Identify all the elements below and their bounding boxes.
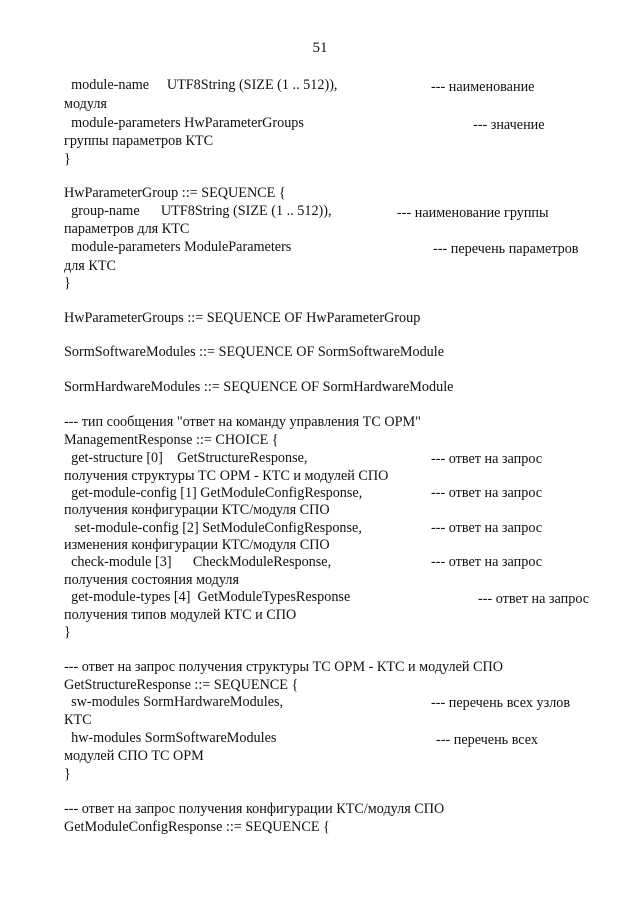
text-line: --- ответ на запрос <box>431 451 543 467</box>
text-line: } <box>64 151 71 167</box>
text-line: set-module-config [2] SetModuleConfigResponse, <box>64 520 362 536</box>
text-line: --- ответ на запрос <box>431 554 543 570</box>
text-line: модуля <box>64 96 107 112</box>
text-line: ManagementResponse ::= CHOICE { <box>64 432 279 448</box>
text-line: module-name UTF8String (SIZE (1 .. 512)), <box>64 77 338 93</box>
text-line: КТС <box>64 712 92 728</box>
text-line: HwParameterGroup ::= SEQUENCE { <box>64 185 286 201</box>
text-line: HwParameterGroups ::= SEQUENCE OF HwParameterGroup <box>64 310 421 326</box>
text-line: изменения конфигурации КТС/модуля СПО <box>64 537 330 553</box>
text-line: модулей СПО ТС ОРМ <box>64 748 204 764</box>
text-line: --- перечень всех <box>436 732 538 748</box>
text-line: --- ответ на запрос получения структуры ТС ОРМ - КТС и модулей СПО <box>64 659 503 675</box>
text-line: --- наименование группы <box>397 205 549 221</box>
text-line: --- ответ на запрос <box>478 591 590 607</box>
page-number: 51 <box>312 40 328 56</box>
text-line: module-parameters HwParameterGroups <box>64 115 304 131</box>
text-line: получения структуры ТС ОРМ - КТС и модулей СПО <box>64 468 389 484</box>
text-line: --- тип сообщения "ответ на команду управления ТС ОРМ" <box>64 414 421 430</box>
text-line: hw-modules SormSoftwareModules <box>64 730 277 746</box>
text-line: --- ответ на запрос <box>431 485 543 501</box>
text-line: --- наименование <box>431 79 535 95</box>
text-line: --- ответ на запрос <box>431 520 543 536</box>
text-line: SormHardwareModules ::= SEQUENCE OF SormHardwareModule <box>64 379 454 395</box>
text-line: sw-modules SormHardwareModules, <box>64 694 284 710</box>
text-line: --- ответ на запрос получения конфигурации КТС/модуля СПО <box>64 801 445 817</box>
text-line: SormSoftwareModules ::= SEQUENCE OF SormSoftwareModule <box>64 344 445 360</box>
text-line: параметров для КТС <box>64 221 190 237</box>
text-line: } <box>64 766 71 782</box>
text-line: get-structure [0] GetStructureResponse, <box>64 450 308 466</box>
text-line: --- перечень параметров <box>433 241 579 257</box>
text-line: группы параметров КТС <box>64 133 214 149</box>
text-line: для КТС <box>64 258 116 274</box>
text-line: получения типов модулей КТС и СПО <box>64 607 297 623</box>
text-line: } <box>64 275 71 291</box>
text-line: GetModuleConfigResponse ::= SEQUENCE { <box>64 819 330 835</box>
text-line: получения конфигурации КТС/модуля СПО <box>64 502 330 518</box>
text-line: --- значение <box>473 117 545 133</box>
text-line: get-module-types [4] GetModuleTypesResponse <box>64 589 351 605</box>
text-line: GetStructureResponse ::= SEQUENCE { <box>64 677 299 693</box>
text-line: get-module-config [1] GetModuleConfigResponse, <box>64 485 363 501</box>
text-line: получения состояния модуля <box>64 572 239 588</box>
text-line: check-module [3] CheckModuleResponse, <box>64 554 332 570</box>
text-line: --- перечень всех узлов <box>431 695 571 711</box>
text-line: } <box>64 624 71 640</box>
text-line: module-parameters ModuleParameters <box>64 239 292 255</box>
text-line: group-name UTF8String (SIZE (1 .. 512)), <box>64 203 332 219</box>
